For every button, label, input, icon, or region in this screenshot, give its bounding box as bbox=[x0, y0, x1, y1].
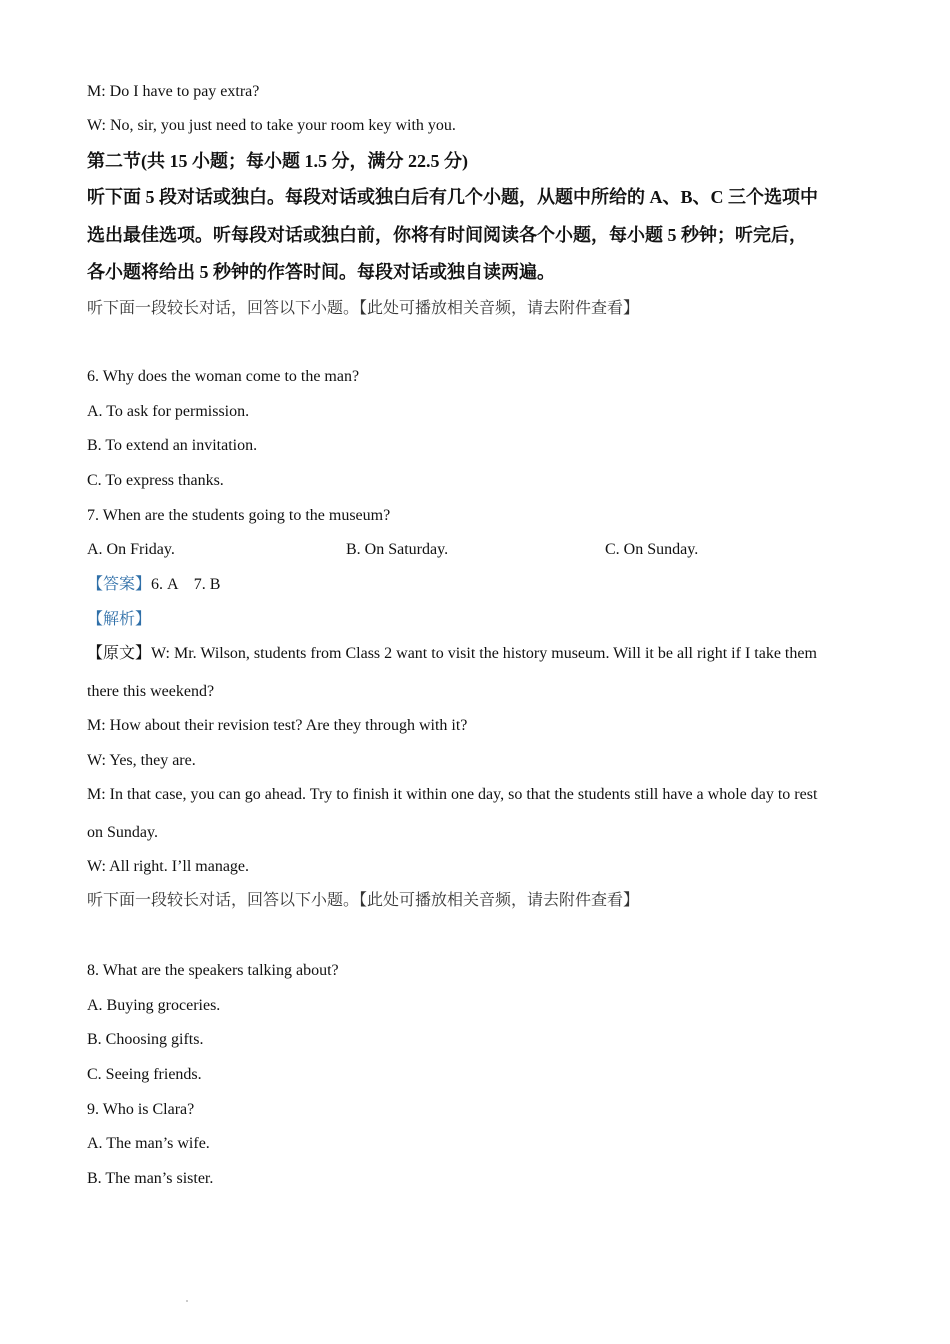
option-8a: A. Buying groceries. bbox=[87, 997, 221, 1014]
transcript-text: W: Mr. Wilson, students from Class 2 want to visit the history museum. Will it be all right if I take them bbox=[151, 645, 817, 662]
option-8c: C. Seeing friends. bbox=[87, 1066, 202, 1083]
option-6c: C. To express thanks. bbox=[87, 472, 224, 489]
dialogue-line: W: No, sir, you just need to take your room key with you. bbox=[87, 117, 456, 134]
option-6b: B. To extend an invitation. bbox=[87, 437, 258, 454]
transcript-line: W: All right. I’ll manage. bbox=[87, 858, 250, 875]
transcript-line: W: Yes, they are. bbox=[87, 752, 196, 769]
answer-text: 6. A 7. B bbox=[151, 576, 221, 593]
transcript-line: M: In that case, you can go ahead. Try to finish it within one day, so that the students still have a whole day to rest bbox=[87, 786, 818, 803]
transcript-line: there this weekend? bbox=[87, 683, 215, 700]
transcript-line: M: How about their revision test? Are they through with it? bbox=[87, 717, 468, 734]
option-8b: B. Choosing gifts. bbox=[87, 1031, 204, 1048]
analysis-label: 【解析】 bbox=[87, 611, 152, 628]
option-7a: A. On Friday. bbox=[87, 541, 175, 558]
option-7c: C. On Sunday. bbox=[605, 541, 699, 558]
section-title: 第二节(共 15 小题；每小题 1.5 分，满分 22.5 分) bbox=[87, 151, 468, 171]
option-9a: A. The man’s wife. bbox=[87, 1135, 210, 1152]
transcript-line: on Sunday. bbox=[87, 824, 158, 841]
audio-note: 听下面一段较长对话，回答以下小题。【此处可播放相关音频，请去附件查看】 bbox=[87, 892, 640, 909]
question-7: 7. When are the students going to the museum? bbox=[87, 507, 391, 524]
audio-note: 听下面一段较长对话，回答以下小题。【此处可播放相关音频，请去附件查看】 bbox=[87, 300, 640, 317]
page-mark bbox=[186, 1300, 188, 1302]
transcript-line bbox=[87, 644, 817, 664]
option-6a: A. To ask for permission. bbox=[87, 403, 250, 420]
dialogue-line: M: Do I have to pay extra? bbox=[87, 83, 260, 100]
answer-label: 【答案】 bbox=[87, 576, 152, 593]
option-9b: B. The man’s sister. bbox=[87, 1170, 214, 1187]
instructions-line: 选出最佳选项。听每段对话或独白前，你将有时间阅读各个小题，每小题 5 秒钟；听完后， bbox=[87, 225, 807, 245]
instructions-line: 各小题将给出 5 秒钟的作答时间。每段对话或独自读两遍。 bbox=[87, 262, 555, 282]
option-7b: B. On Saturday. bbox=[346, 541, 449, 558]
question-9: 9. Who is Clara? bbox=[87, 1101, 195, 1118]
question-8: 8. What are the speakers talking about? bbox=[87, 962, 339, 979]
answer-line bbox=[87, 575, 220, 595]
original-label: 【原文】 bbox=[87, 645, 152, 662]
question-6: 6. Why does the woman come to the man? bbox=[87, 368, 360, 385]
instructions-line: 听下面 5 段对话或独白。每段对话或独白后有几个小题，从题中所给的 A、B、C 三个选项中 bbox=[87, 187, 818, 207]
